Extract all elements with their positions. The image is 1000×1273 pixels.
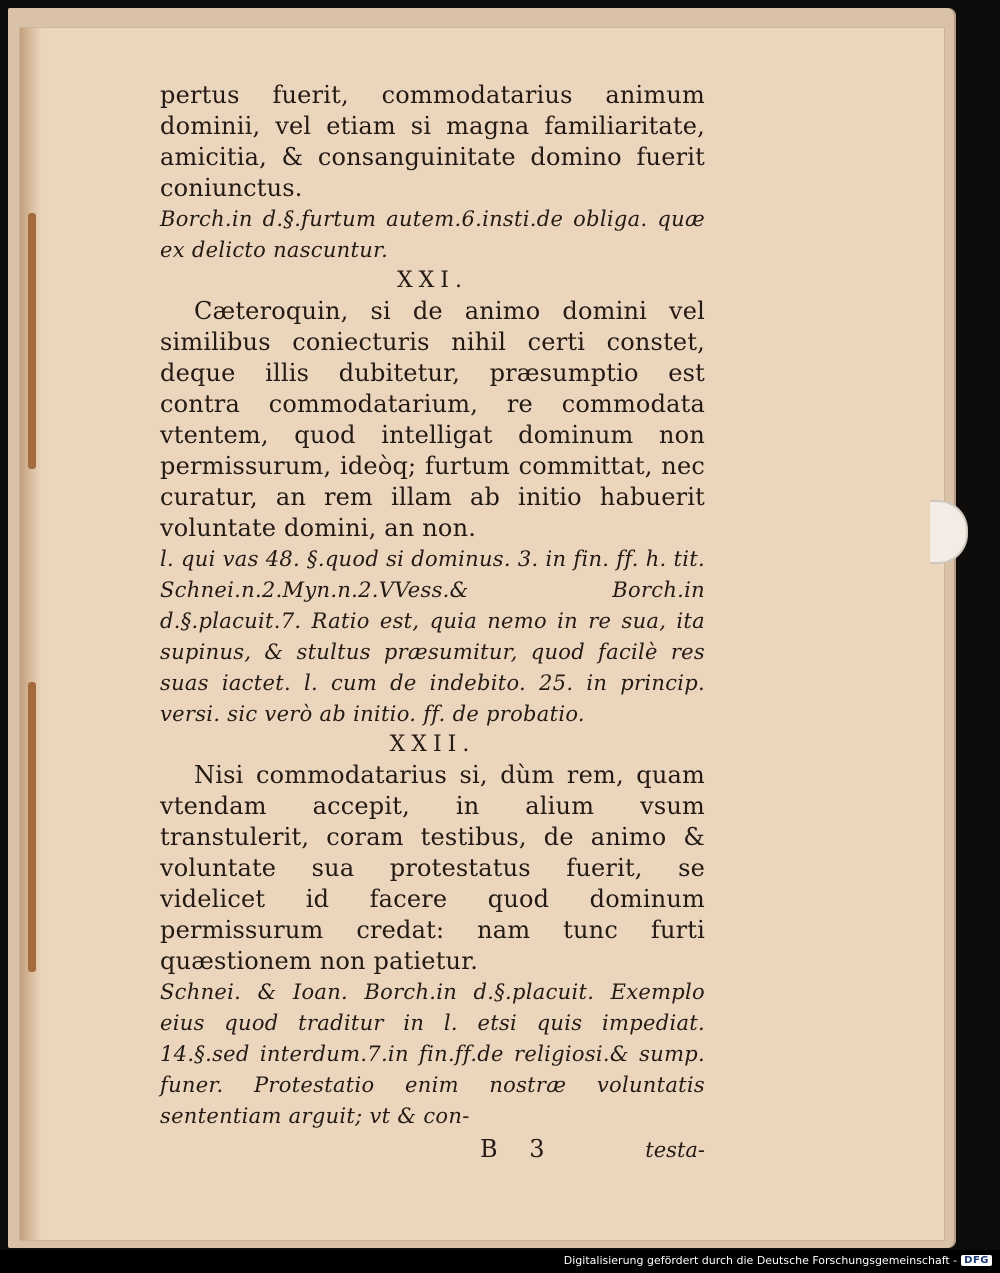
book-page (20, 28, 944, 1240)
paragraph: pertus fuerit, commodatarius animum dominii, vel etiam si magna familiaritate, amicitia, & consanguinitate domino fuerit coniunctus. (160, 81, 705, 202)
signature-mark: B 3 (480, 1135, 557, 1163)
binding-strip (28, 213, 36, 469)
catchword: testa- (645, 1138, 705, 1162)
digitization-credit (564, 1251, 992, 1269)
credit-text: Digitalisierung gefördert durch die Deutsche Forschungsgemeinschaft - (563, 1253, 958, 1267)
page-tab (930, 500, 968, 564)
page-footer (160, 1134, 705, 1166)
section-heading: XXI. (396, 268, 468, 293)
section-heading: XXII. (389, 732, 476, 757)
paragraph: Nisi commodatarius si, dùm rem, quam vtendam accepit, in alium vsum transtulerit, coram testibus, de animo & voluntate sua protestatus fuerit, se videlicet id facere quod dominum permissurum credat: nam tunc furti quæstionem non patietur. (160, 761, 705, 975)
citation-note: l. qui vas 48. §.quod si dominus. 3. in fin. ff. h. tit. Schnei.n.2.Myn.n.2.VVess.& Borch.in d.§.placuit.7. Ratio est, quia nemo in re sua, ita supinus, & stultus præsumitur, quod facilè res suas iactet. l. cum de indebito. 25. in princip. versi. sic verò ab initio. ff. de probatio. (160, 547, 705, 726)
paragraph: Cæteroquin, si de animo domini vel similibus coniecturis nihil certi constet, deque illis dubitetur, præsumptio est contra commodatarium, re commodata vtentem, quod intelligat dominum non permissurum, ideòq; furtum committat, nec curatur, an rem illam ab initio habuerit voluntate domini, an non. (160, 297, 705, 542)
citation-note: Borch.in d.§.furtum autem.6.insti.de obliga. quæ ex delicto nascuntur. (160, 207, 705, 262)
citation-note: Schnei. & Ioan. Borch.in d.§.placuit. Exemplo eius quod traditur in l. etsi quis impediat. 14.§.sed interdum.7.in fin.ff.de religiosi.& sump. funer. Protestatio enim nostræ voluntatis sententiam arguit; vt & con- (160, 980, 705, 1128)
binding-strip (28, 682, 36, 972)
page-stack (8, 8, 956, 1248)
page-gutter (20, 28, 42, 1240)
text-block (160, 80, 705, 1166)
dfg-logo: DFG (961, 1255, 992, 1266)
